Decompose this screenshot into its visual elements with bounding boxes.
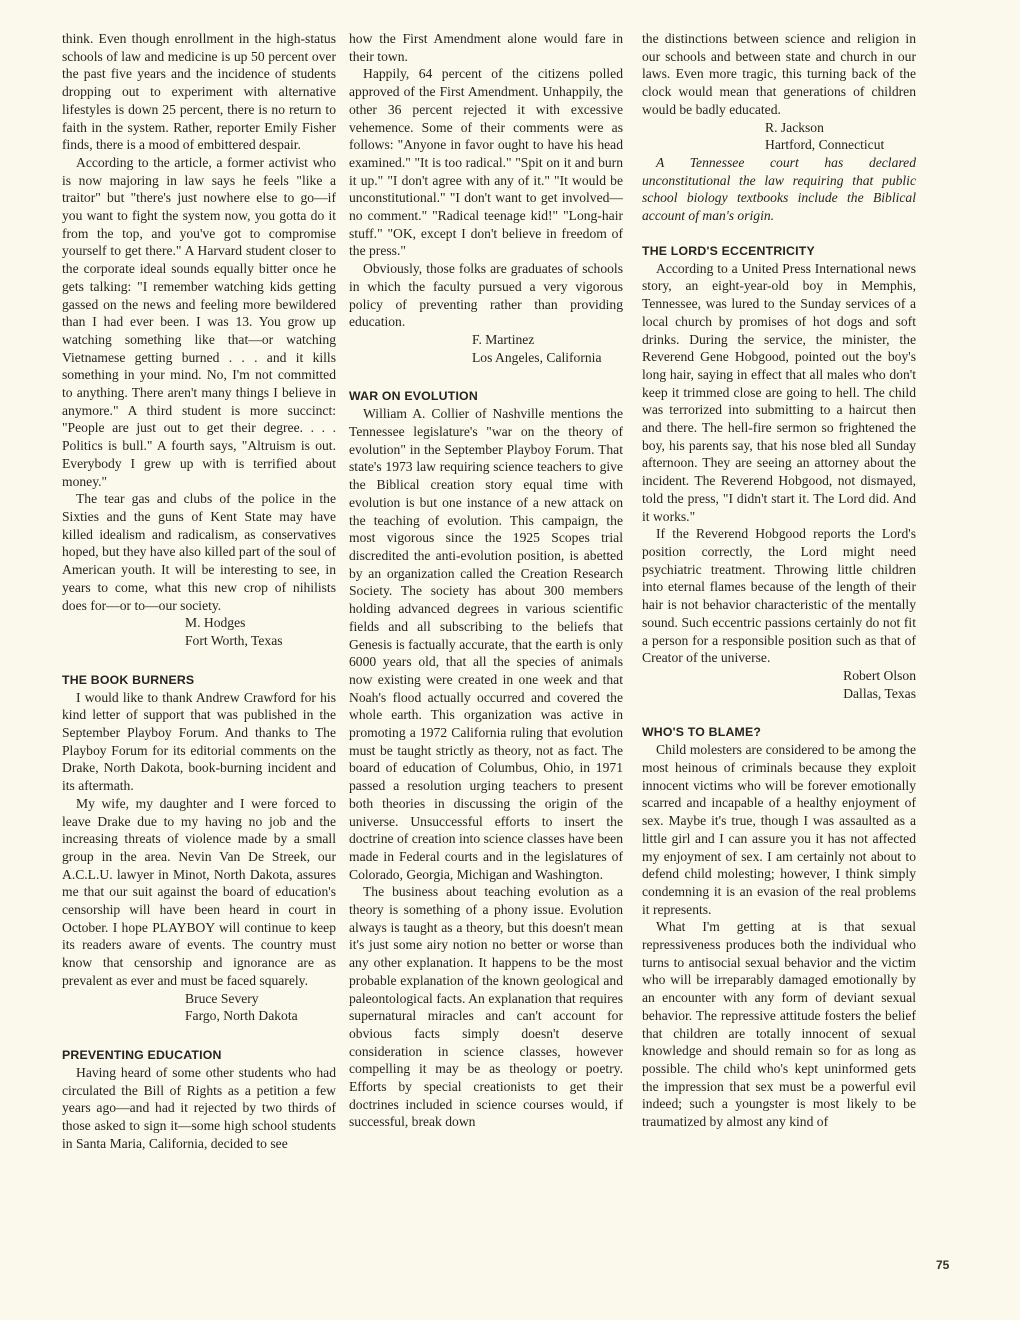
letter-text: According to a United Press International news story, an eight-year-old boy in Memphis, Tennessee, was lured to the Sunday services of a local church by promises of hot dogs and soft drinks. During the service, the minister, the Reverend Gene Hobgood, pointed out the boy's long hair, saying in effect that all males who don't keep it trimmed close are going to hell. The child was terrorized into submitting to a haircut then and there. The hell-fire sermon so frightened the boy, his parents say, that his nose bled all Sunday afternoon. They are seeing an attorney about the incident. The Reverend Hobgood, not dismayed, told the press, "I didn't start it. The Lord did. And it works." — [642, 260, 916, 524]
signature-place: Fargo, North Dakota — [185, 1008, 298, 1024]
column-1 — [62, 30, 336, 1152]
letter-text: The business about teaching evolution as a theory is something of a phony issue. Evolution always is taught as a theory, but this doesn't mean it's just some airy notion no better or worse than any other explanation. It happens to be the most probable explanation of the known geological and paleontological facts. An explanation that requires supernatural miracles and can't account for obvious facts simply doesn't deserve consideration in science classes, however compelling it may be as theology or poetry. Efforts by special creationists to get their doctrines included in science courses would, if successful, break down — [349, 884, 623, 1130]
signature-place: Hartford, Connecticut — [765, 137, 885, 153]
signature-name: Robert Olson — [843, 667, 916, 683]
editor-note: A Tennessee court has declared unconstitutional the law requiring that public school biology textbooks include the Biblical account of man's origin. — [642, 154, 916, 224]
letter-text: The tear gas and clubs of the police in the Sixties and the guns of Kent State may have killed idealism and radicalism, as conservatives hoped, but they have also killed part of the soul of American youth. It will be interesting to see, in years to come, what this new crop of nihilists does for—or to—our society. — [62, 491, 336, 613]
section-heading: PREVENTING EDUCATION — [62, 1047, 222, 1062]
letter-text: Having heard of some other students who had circulated the Bill of Rights as a petition a few years ago—and had it rejected by two thirds of those asked to sign it—some high school students in Santa Maria, California, decided to see — [62, 1064, 336, 1151]
signature-place: Los Angeles, California — [472, 349, 602, 365]
signature-name: M. Hodges — [185, 615, 246, 631]
letter-signature — [642, 667, 916, 702]
column-3 — [642, 30, 916, 1131]
signature-place: Fort Worth, Texas — [185, 632, 283, 648]
letter-text: Child molesters are considered to be among the most heinous of criminals because they exploit innocent victims who will be forever emotionally scarred and incapable of a healthy enjoyment of sex. Maybe it's true, though I was assaulted as a little girl and I can assure you it has not affected my enjoyment of sex. I am certainly not about to defend child molesting; however, I think simply condemning it is an evasion of the real problems it represents. — [642, 742, 916, 917]
section-heading: THE LORD'S ECCENTRICITY — [642, 243, 815, 258]
letter-text: the distinctions between science and religion in our schools and between state and church in our laws. Even more tragic, this turning back of the clock would mean that generations of children would be badly educated. — [642, 31, 916, 117]
letter-text: What I'm getting at is that sexual repressiveness produces both the individual who turns to antisocial sexual behavior and the victim who will be irreparably damaged emotionally by an encounter with any form of deviant sexual behavior. The repressive attitude fosters the belief that children are totally innocent of sexual knowledge and should remain so for as long as possible. The child who's kept uninformed gets the impression that sex must be a powerful evil indeed; such a youngster is most likely to be traumatized by almost any kind of — [642, 919, 916, 1130]
page-number: 75 — [936, 1258, 950, 1272]
letter-text: If the Reverend Hobgood reports the Lord's position correctly, the Lord might need psychiatric treatment. Throwing little children into eternal flames because of the length of their hair is not behavior characteristic of the mentally sound. Such eccentric passions certainly do not fit a person for a responsible position such as that of Creator of the universe. — [642, 526, 916, 666]
letter-text: Obviously, those folks are graduates of schools in which the faculty pursued a very vigorous policy of preventing rather than providing education. — [349, 261, 623, 330]
letter-signature — [62, 990, 336, 1025]
section-heading: WHO'S TO BLAME? — [642, 725, 762, 740]
letter-text: According to the article, a former activist who is now majoring in law says he feels "like a traitor" but "there's just nowhere else to go—if you want to fight the system now, you gotta do it from the top, and you've got to compromise yourself to get there." A Harvard student closer to the corporate ideal sounds equally bitter once he gets talking: "I remember watching kids getting gassed on the news and feeling more bewildered than I had ever been. I was 13. You grow up watching something like that—or watching Vietnamese getting burned . . . and it kills something in your mind. No, I'm not committed to anything. There aren't many things I believe in anymore." A third student is more succinct: "People are just out to get their degree. . . . Politics is bull." A fourth says, "Altruism is out. Everybody I grew up with is terrified about money." — [62, 154, 336, 489]
letter-signature — [642, 119, 916, 154]
letter-text: how the First Amendment alone would fare in their town. — [349, 31, 623, 64]
letter-signature — [349, 331, 623, 366]
letter-text: Happily, 64 percent of the citizens polled approved of the First Amendment. Unhappily, the other 36 percent rejected it with excessive vehemence. Some of their comments were as follows: "Anyone in favor ought to have his head examined." "It is too radical." "Spit on it and burn it up." "I don't agree with any of it." "It would be unconstitutional." "I don't want to get involved—no comment." "Radical teenage kid!" "Long-hair stuff." "OK, except I don't believe in freedom of the press." — [349, 66, 623, 259]
signature-name: R. Jackson — [765, 119, 824, 135]
column-2 — [349, 30, 623, 1131]
section-heading: WAR ON EVOLUTION — [349, 389, 478, 404]
letter-text: William A. Collier of Nashville mentions the Tennessee legislature's "war on the theory of evolution" in the September Playboy Forum. That state's 1973 law requiring science teachers to give the Biblical creation story equal time with evolution is but one instance of a new attack on the teaching of evolution. This campaign, the most vigorous since the 1925 Scopes trial discredited the anti-evolution position, is abetted by an organization called the Creation Research Society. The society has about 300 members holding advanced degrees in various scientific fields and all subscribing to the beliefs that Genesis is factually accurate, that the earth is only 6000 years old, that all the species of animals now existing were created in one week and that Noah's flood actually occurred and covered the whole earth. This organization was active in promoting a 1972 California ruling that evolution must be taught strictly as theory, not as fact. The board of education of Columbus, Ohio, in 1971 passed a resolution urging teachers to present both theories in discussing the origin of the universe. Unsuccessful efforts to insert the doctrine of creation into science classes have been made in Federal courts and in the legislatures of Colorado, Georgia, Michigan and Washington. — [349, 406, 623, 882]
letter-signature — [62, 614, 336, 649]
signature-place: Dallas, Texas — [843, 685, 916, 701]
letter-text: think. Even though enrollment in the high-status schools of law and medicine is up 50 percent over the past five years and the incidence of students dropping out to experiment with alternative lifestyles is down 25 percent, there is no return to faith in the system. Rather, reporter Emily Fisher finds, there is a mood of embittered despair. — [62, 31, 336, 153]
letter-text: I would like to thank Andrew Crawford for his kind letter of support that was published in the September Playboy Forum. And thanks to The Playboy Forum for its editorial comments on the Drake, North Dakota, book-burning incident and its aftermath. — [62, 689, 336, 794]
signature-name: Bruce Severy — [185, 990, 259, 1006]
section-heading: THE BOOK BURNERS — [62, 672, 195, 687]
letter-text: My wife, my daughter and I were forced to leave Drake due to my having no job and the increasing threats of violence made by a small group in the area. Nevin Van De Streek, our A.C.L.U. lawyer in Minot, North Dakota, assures me that our suit against the board of education's censorship will have been heard in court in October. I hope PLAYBOY will continue to keep its readers aware of events. The country must know that censorship and ignorance are as prevalent as ever and must be faced squarely. — [62, 795, 336, 988]
signature-name: F. Martinez — [472, 331, 535, 347]
